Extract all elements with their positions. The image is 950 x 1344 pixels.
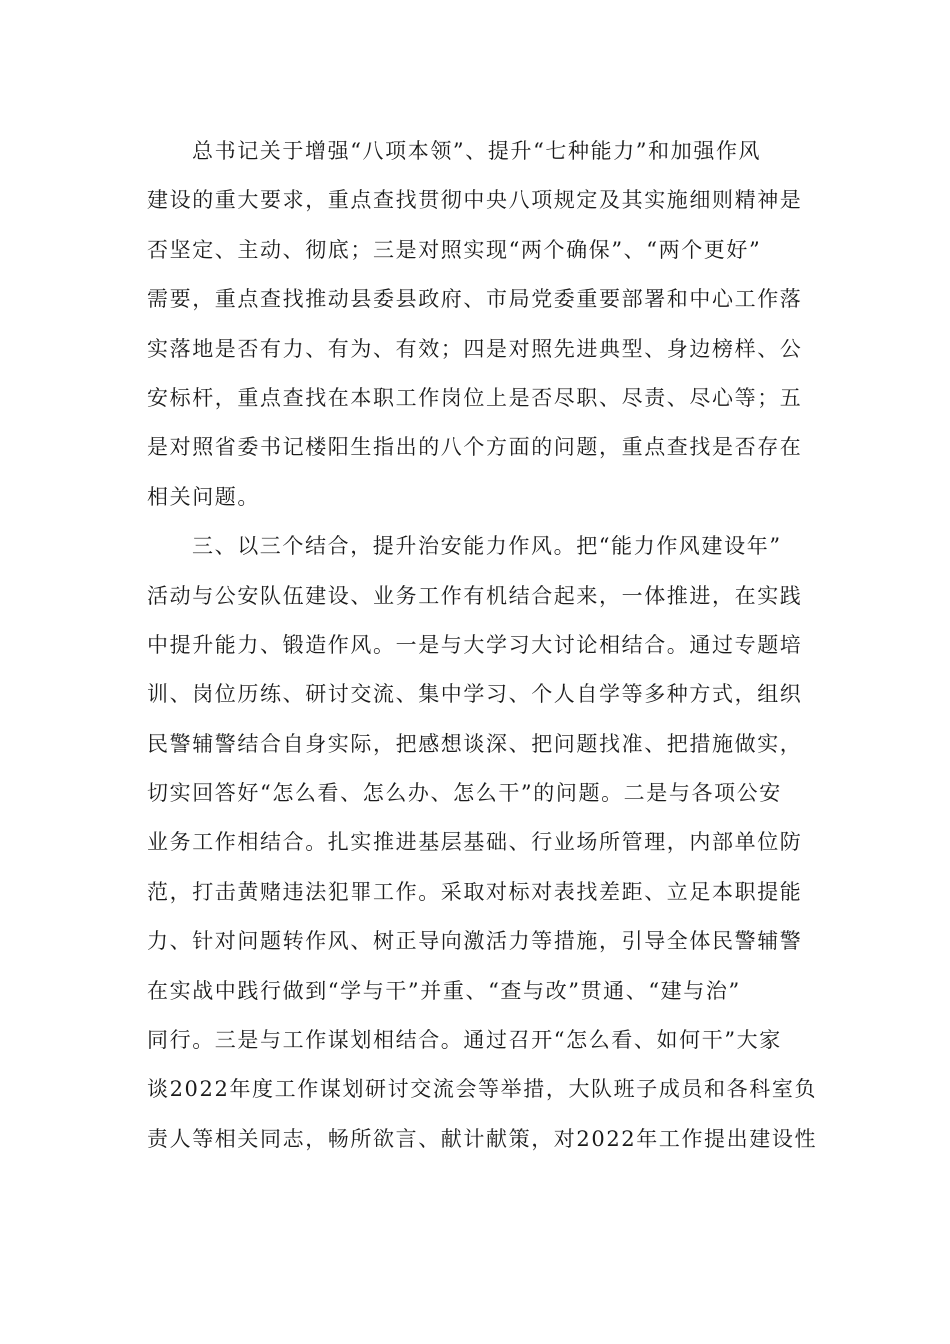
paragraph-line: 在实战中践行做到“学与干”并重、“查与改”贯通、“建与治” — [147, 978, 741, 1003]
paragraph-line: 力、针对问题转作风、树正导向激活力等措施，引导全体民警辅警 — [147, 929, 803, 954]
paragraph-2 — [147, 522, 818, 1164]
paragraph-line: 实落地是否有力、有为、有效；四是对照先进典型、身边榜样、公 — [147, 336, 803, 361]
paragraph-line: 谈2022年度工作谋划研讨交流会等举措，大队班子成员和各科室负 — [147, 1077, 818, 1102]
paragraph-line: 范，打击黄赌违法犯罪工作。采取对标对表找差距、立足本职提能 — [147, 879, 803, 904]
paragraph-line: 需要，重点查找推动县委县政府、市局党委重要部署和中心工作落 — [147, 287, 803, 312]
paragraph-line: 切实回答好“怎么看、怎么办、怎么干”的问题。二是与各项公安 — [147, 781, 782, 806]
paragraph-line: 同行。三是与工作谋划相结合。通过召开“怎么看、如何干”大家 — [147, 1028, 782, 1053]
paragraph-line: 建设的重大要求，重点查找贯彻中央八项规定及其实施细则精神是 — [147, 188, 803, 213]
paragraph-line: 训、岗位历练、研讨交流、集中学习、个人自学等多种方式，组织 — [147, 682, 803, 707]
paragraph-line: 民警辅警结合自身实际，把感想谈深、把问题找准、把措施做实， — [147, 731, 803, 756]
paragraph-line: 是对照省委书记楼阳生指出的八个方面的问题，重点查找是否存在 — [147, 435, 803, 460]
paragraph-line: 否坚定、主动、彻底；三是对照实现“两个确保”、“两个更好” — [147, 237, 762, 262]
paragraph-1 — [147, 127, 807, 522]
paragraph-line: 总书记关于增强“八项本领”、提升“七种能力”和加强作风 — [192, 139, 762, 163]
paragraph-line: 三、以三个结合，提升治安能力作风。把“能力作风建设年” — [192, 534, 782, 559]
paragraph-line: 活动与公安队伍建设、业务工作有机结合起来，一体推进，在实践 — [147, 583, 803, 608]
paragraph-line: 相关问题。 — [147, 484, 260, 509]
paragraph-line: 安标杆，重点查找在本职工作岗位上是否尽职、尽责、尽心等；五 — [147, 385, 803, 410]
paragraph-line: 业务工作相结合。扎实推进基层基础、行业场所管理，内部单位防 — [147, 830, 803, 855]
paragraph-line: 责人等相关同志，畅所欲言、献计献策，对2022年工作提出建设性 — [147, 1126, 818, 1151]
document-body — [147, 127, 818, 1164]
paragraph-line: 中提升能力、锻造作风。一是与大学习大讨论相结合。通过专题培 — [147, 632, 803, 657]
